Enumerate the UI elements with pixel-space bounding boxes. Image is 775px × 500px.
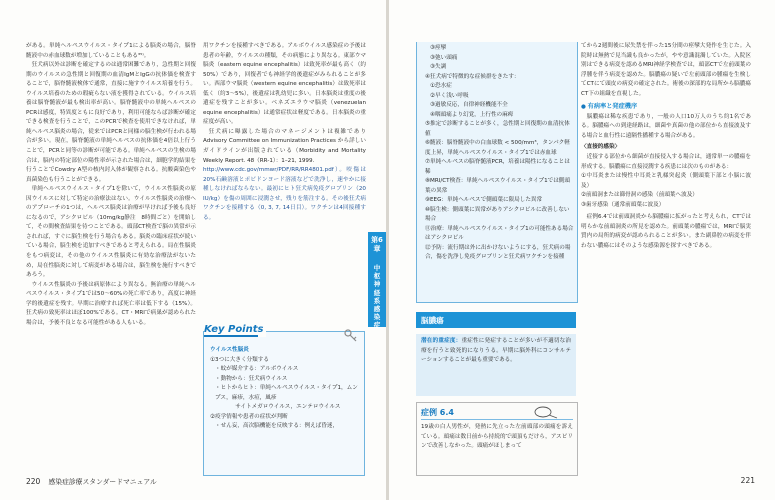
left-column-1: [26, 42, 196, 328]
magnifier-icon: [529, 405, 559, 419]
key-point-line: ・蚊が媒介する：アルボウイルス: [215, 366, 299, 372]
key-points-title: Key Points: [204, 324, 266, 337]
key-point-line: ②早く浅い呼吸: [430, 92, 469, 99]
left-column-2: [203, 42, 366, 223]
key-point-line: ③痙攣: [430, 45, 447, 51]
case-box: [416, 402, 578, 476]
severity-note: [416, 334, 576, 396]
subsection-title: 〈直接的感染〉: [581, 144, 621, 151]
key-point-line: ①恐水症: [430, 83, 452, 89]
key-points-heading: ウイルス性脳炎: [210, 347, 249, 353]
key-point-line: ④咽頭痛より幻覚，上行性の麻痺: [430, 111, 514, 118]
paragraph: 脳膿瘍は稀な疾患であり，一般の人口10万人のうち約1名である。脳膿瘍への到達経路は，細菌や真菌の他の部位から直接波及する場合と血行性に遠隔性播種する場合がある。: [581, 113, 751, 139]
chapter-number: 第6章: [371, 236, 383, 253]
key-point-line: ⑦単純ヘルペスの脳脊髄液PCR，培養は陽性になることは稀: [425, 159, 570, 175]
list-item: ①中耳炎または慢性中耳炎と乳様突起炎（側頭葉下部と小脳に波及）: [581, 173, 751, 189]
chapter-tab[interactable]: [368, 232, 386, 330]
severity-text: 重症性に発症することが多いが不適切な治療を行うと致死的になりうる。早期に脳外科にコンサルテーションすることが最も重要である。: [421, 338, 571, 363]
key-point-line: ・ヒトからヒト：単純ヘルペスウイルス・タイプ1，ムンプス，麻疹，水痘，風疹: [215, 385, 358, 401]
paragraph: 狂犬病に曝露した場合のマネージメントは複雑であり Advisory Committee on Immunization Practices から詳しいガイドラインが出版されている（Morbidity and Mortality Weekly Report. 48（RR-1）：1–21, 1999.: [203, 128, 366, 164]
reference-link[interactable]: http://www.cdc.gov/mmwr/PDF/RR/RR4801.pdf）。咬傷は20%石鹸溶液とポビドンヨード溶液などで洗浄し，速やかに接種しなければならない。最初にヒト狂犬病免疫グロブリン（20 IU/kg）を傷の周囲に浸潤させ，残りを筋注する。その後狂犬病ワクチンを接種する（0, 3, 7, 14日目）。ワクチンは4回接種する。: [203, 167, 366, 221]
book-title: 感染症診療スタンダードマニュアル: [48, 478, 157, 486]
paragraph: 狂犬病以外は診断を確定するのは通常困難であり，急性期と回復期のウイルスの急性期と回復期の血清IgMとIgGの抗体価を検査することで，脳脊髄液検体で通常，直接に施すウイルス培養を行う。ウイルス培養のための瑕疵らない液を獲得されている。ウイルス培養は脳脊髄液が最も検出率が高い。脳脊髄液中の単純ヘルペスのPCRは感度，特異度ともに良好であり，利用可能ならば診断が確定できる検査を行うことで，このPCRで検査を使用できなければ，単純ヘルペス脳炎の場合，従来ではPCRと同様の脳生検が行われる場合が多い。現在，脳脊髄液の単純ヘルペスの抗体価を4倍以上行うことで，PCRと同等の診断が可能である。単純ヘルペスの生検の場合は，脳内の特定部位の陽性率が示された場合は，細胞学的結果を行うことでCowdry A型の核内封入体が観察される。抗酸菌染色や真菌染色も行うことができる。: [26, 62, 196, 183]
key-points-body: [210, 346, 360, 432]
right-page: [389, 0, 775, 500]
key-point-line: ⑫予防：流行期は外に出かけないようにする，狂犬病の場合，傷を洗浄し免疫グロブリンと狂犬病ワクチンを接種: [425, 244, 571, 260]
page-number: 221: [740, 476, 755, 485]
page-number: 220: [26, 477, 41, 486]
case-title: 症例 6.4: [421, 408, 454, 417]
right-footer: [741, 476, 755, 485]
paragraph: 症例6.4では前頭洞炎から脳膿瘍に拡がったと考えられ，CTでは明らかな前頭洞炎の所見を認めた。前頭葉の膿瘍では，MRIで脳実質内の局所的病変が認められることが多い。また副鼻腔の病変を伴わない膿瘍にはそのような感染源を探すべきである。: [581, 214, 751, 249]
section-bullet-icon: ●: [581, 104, 586, 111]
left-footer: [26, 476, 157, 486]
key-point-line: ・せん妄，高次脳機能を反映する：例えば昏迷，: [215, 423, 339, 429]
key-point-line: ②疫学情報や患者の症状が判断: [210, 413, 288, 420]
section-heading-brain-abscess: 脳膿瘍: [416, 312, 576, 328]
key-points-box: [203, 324, 365, 476]
key-point-line: ⑪治療：単純ヘルペスウイルス・タイプ1の可能性ある場合はアシクロビル: [425, 225, 574, 241]
paragraph: 用ワクチンを接種すべきである。アルボウイルス感染症の予後は患者の年齢，ウイルスの種類，その病態により異なる。東部ウマ脳炎（eastern equine encephalitis）は致死率が最も高く（約50%）であり，回復者でも神経学的後遺症がみられることが多い。西部ウマ脳炎（western equine encephalitis）は致死率は低く（約3〜5%），後遺症は乳幼児に多い。日本脳炎は重度の後遺症を残すことが多い。ベネズエラウマ脳炎（venezuelan equine encephalitis）は通常症状は軽度である。日本脳炎の重症度が高い。: [203, 43, 366, 126]
severity-label: 潜在的重症度：: [421, 338, 462, 344]
chapter-name: 中枢神経系感染症: [373, 264, 381, 330]
key-point-line: ③過敏反応，自律神経機能不全: [430, 102, 508, 108]
key-points-continued-body: [425, 44, 575, 263]
section-title: 有病率と発症機序: [587, 103, 638, 111]
key-point-line: ⑧MRI/CT検査：単純ヘルペスウイルス・タイプ1では側頭葉の異常: [425, 178, 570, 194]
case-text: 19歳の白人男性が，発熱に先立った左前頭部の頭痛を訴えている。頭痛は数日前から持続的で頭頂もだけら，アスピリンで改善しなかった。頭痛がほしまって: [421, 424, 573, 449]
list-item: ②前頭洞または篩骨洞の感染（前頭葉へ波及）: [581, 192, 698, 199]
key-point-line: ⑩脳生検：側頭葉に異常がありアシクロビルに改善しない場合: [425, 206, 570, 222]
key-point-line: ①3つに大きく分類する: [210, 356, 269, 363]
key-point-line: ⑥髄液：脳脊髄液中の白血球数 < 500/mm³，タンパク軽度上昇，単純ヘルペスウイルス・タイプ1では赤血球: [425, 140, 570, 156]
key-point-line: ⑤推定で診断することが多く，急性期と回復期の血清抗体値: [425, 121, 570, 137]
right-column-2: [581, 42, 751, 251]
key-point-line: ③失調: [430, 64, 447, 70]
paragraph: 近接する部位から細菌が直接侵入する場合は，通常単一の膿瘍を形成する。脳膿瘍に直接浸潤する疾患には次のものがある：: [581, 154, 751, 170]
key-point-line: ④狂犬病で特徴的な症候群をきたす：: [425, 73, 520, 80]
key-point-line: サイトメガロウイルス，エンテロウイルス: [224, 404, 341, 410]
key-icon: [344, 329, 358, 343]
key-point-line: ⑨EEG：単純ヘルペスで側頭葉に限局した異常: [425, 197, 543, 203]
key-points-continued-box: [416, 42, 578, 303]
key-point-line: ・動物から：狂犬病ウイルス: [215, 375, 288, 382]
key-point-line: ③弛い頭痛: [430, 54, 458, 61]
paragraph: 単純ヘルペスウイルス・タイプ1を除いて，ウイルス性脳炎の原因ウイルスに対して特定の治療法はない。ウイルス性脳炎の治療へのアプローチの1つは，ヘルペス脳炎は治療が早ければ予後も良好になるので，アシクロビル（10mg/kg静注 8時間ごと）を開始して，その間検査結果を待つことである。頭部CT検査で脳の異常が示されれば，すぐに脳生検を行う場合もある。脳炎の臨床症状が続いている場合，脳生検を追加すべきであると考えられる。局在性脳炎をもつ病変は，その他のウイルス性脳炎に有効な治療法がないため，局在性脳炎に対して病変がある場合は，脳生検を施行すべきであろう。: [26, 186, 196, 279]
paragraph: がある。単純ヘルペスウイルス・タイプ1による脳炎の場合，脳脊髄液中の赤血球数が増加していることもある³⁵⁾。: [26, 43, 196, 59]
paragraph: てから2週間後に尿失禁を伴った15分間の痙攣大発作を生じた。入院時は無熱で見当識も良かったが，やや意識混濁していた。入院区別はできる病変を認めるMRI神経学検査では，頭部CTで左前頭葉の浮腫を伴う病変を認めた。脳膿瘍の疑いで左前頭部の腫瘍を生検してCTにて頭皮の病変の確定された。術後の深部的な局所から脳膿瘍CT下の組織を直視した。: [581, 43, 751, 97]
list-item: ③歯牙感染（通常前頭葉に波及）: [581, 201, 665, 208]
left-page: [0, 0, 386, 500]
paragraph: ウイルス性脳炎の予後は病原体により異なる。無治療の単純ヘルペスウイルス・タイプ1では50〜60%の死亡率であり，高度に神経学的後遺症を残す。早期に治療すれば死亡率は低下する（15%）。狂犬病の致死率はほぼ100%である。CT・MRIで病巣が認められた場合は，予後不良となる可能性がある人もいる。: [26, 281, 196, 326]
